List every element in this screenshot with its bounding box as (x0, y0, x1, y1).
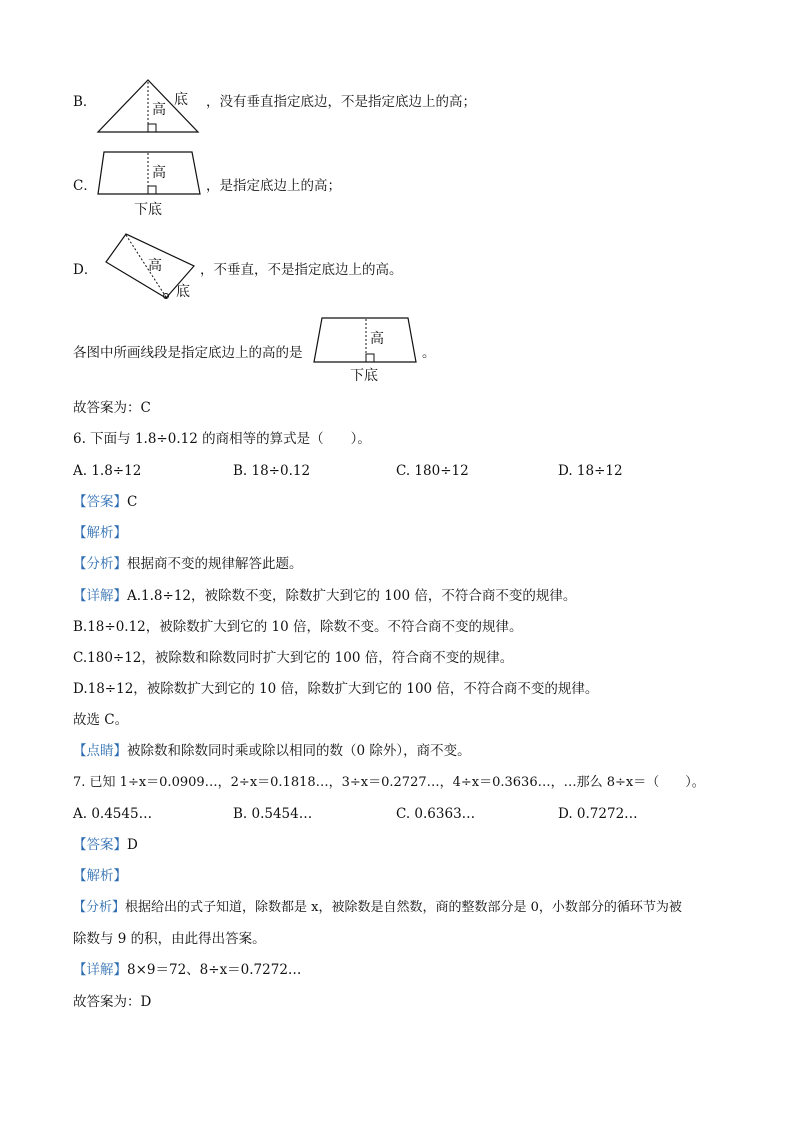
q6-fenxi-line (73, 554, 303, 574)
q6-dianjing-line (73, 741, 471, 761)
q6-analysis-tag: 【解析】 (73, 525, 127, 541)
q7-analysis-tag: 【解析】 (73, 868, 127, 884)
q6-option-c: C. 180÷12 (396, 463, 469, 479)
q6-option-d: D. 18÷12 (558, 463, 623, 479)
q6-xiangjie-line (73, 586, 576, 606)
option-d-letter: D． (73, 262, 98, 278)
q6-option-b: B. 18÷0.12 (233, 463, 311, 479)
trapezoid-c-base-label: 下底 (134, 202, 162, 218)
q6-conclusion: 故选 C。 (73, 712, 129, 728)
q7-question: 7. 已知 1÷x＝0.0909…，2÷x＝0.1818…，3÷x＝0.2727…，4÷x＝0.3636…，…那么 8÷x＝（ ）。 (73, 775, 705, 790)
q7-option-b: B. 0.5454… (233, 806, 313, 822)
q5-final-answer: 故答案为：C (73, 400, 151, 416)
q6-xiangjie-tag: 【详解】 (73, 588, 127, 604)
q6-dianjing: 被除数和除数同时乘或除以相同的数（0 除外），商不变。 (127, 743, 471, 759)
q7-answer-line (73, 835, 138, 855)
parallelogram-figure-d (104, 232, 204, 304)
q7-fenxi-2: 除数与 9 的积，由此得出答案。 (73, 931, 266, 947)
q7-xiangjie: 8×9＝72、8÷x＝0.7272… (127, 962, 302, 978)
q7-answer-tag: 【答案】 (73, 837, 127, 853)
q6-answer-tag: 【答案】 (73, 494, 127, 510)
summary-base-label: 下底 (350, 368, 378, 384)
q6-fenxi: 根据商不变的规律解答此题。 (127, 556, 303, 572)
q6-xiangjie-d: D.18÷12，被除数扩大到它的 10 倍，除数扩大到它的 100 倍，不符合商不变的规律。 (73, 681, 599, 697)
q6-option-a: A. 1.8÷12 (73, 463, 142, 479)
triangle-base-label: 底 (174, 92, 188, 108)
q6-xiangjie-c: C.180÷12，被除数和除数同时扩大到它的 100 倍，符合商不变的规律。 (73, 650, 514, 666)
option-d-text: ，不垂直，不是指定底边上的高。 (200, 262, 403, 278)
summary-text: 各图中所画线段是指定底边上的高的是 (73, 345, 303, 361)
option-c-letter: C． (73, 178, 97, 194)
parallelogram-height-label: 高 (148, 258, 162, 274)
summary-height-label: 高 (370, 331, 384, 347)
q6-answer: C (127, 494, 138, 510)
q6-fenxi-tag: 【分析】 (73, 556, 127, 572)
q7-fenxi-1: 根据给出的式子知道，除数都是 x，被除数是自然数，商的整数部分是 0，小数部分的循环节为被 (125, 900, 682, 915)
q6-answer-line (73, 492, 137, 512)
parallelogram-base-label: 底 (176, 284, 190, 300)
trapezoid-figure-summary (312, 316, 422, 386)
q6-dianjing-tag: 【点睛】 (73, 743, 127, 759)
q7-answer: D (127, 837, 138, 853)
triangle-height-label: 高 (152, 102, 166, 118)
q7-option-d: D. 0.7272… (558, 806, 638, 822)
q7-fenxi-line (73, 898, 682, 918)
trapezoid-figure-c (96, 150, 206, 220)
option-c-text: ，是指定底边上的高； (206, 178, 341, 194)
q7-xiangjie-line (73, 960, 301, 980)
trapezoid-c-height-label: 高 (152, 165, 166, 181)
q7-option-c: C. 0.6363… (396, 806, 476, 822)
triangle-figure (96, 78, 200, 134)
q7-fenxi-tag: 【分析】 (73, 900, 126, 915)
option-b-letter: B． (73, 94, 97, 110)
q6-question: 6. 下面与 1.8÷0.12 的商相等的算式是（ ）。 (73, 431, 371, 447)
option-b-text: ，没有垂直指定底边，不是指定底边上的高； (206, 94, 476, 110)
q7-xiangjie-tag: 【详解】 (73, 962, 127, 978)
q6-xiangjie-a: A.1.8÷12，被除数不变，除数扩大到它的 100 倍，不符合商不变的规律。 (127, 588, 577, 604)
q7-option-a: A. 0.4545… (73, 806, 153, 822)
q7-final-answer: 故答案为：D (73, 994, 152, 1010)
q6-xiangjie-b: B.18÷0.12，被除数扩大到它的 10 倍，除数不变。不符合商不变的规律。 (73, 619, 523, 635)
summary-end: 。 (422, 345, 436, 361)
